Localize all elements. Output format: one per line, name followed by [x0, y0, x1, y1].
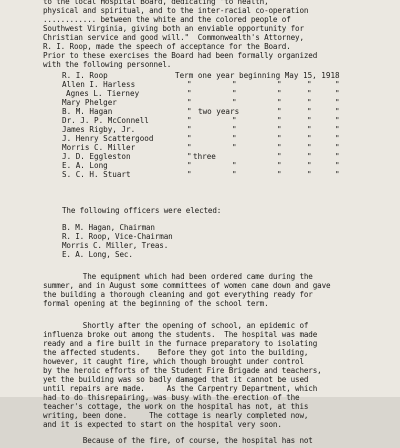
board-member: Allen I. Harless	[62, 80, 136, 89]
ditto-mark: "	[277, 134, 282, 143]
officers-intro: The following officers were elected:	[62, 206, 222, 215]
ditto-mark: "	[307, 152, 312, 161]
board-member: J. D. Eggleston	[62, 152, 131, 161]
ditto-mark: "	[307, 170, 312, 179]
ditto-mark: "	[187, 161, 192, 170]
ditto-mark: "	[335, 116, 340, 125]
paragraph-influenza	[43, 321, 400, 429]
ditto-mark: "	[187, 170, 192, 179]
text-line: teacher's cottage, the work on the hospital has not, at this	[43, 402, 309, 411]
text-line: Christian service and good will." Commonwealth's Attorney,	[43, 33, 304, 42]
intro-paragraph	[43, 0, 400, 69]
ditto-mark: "	[232, 116, 237, 125]
ditto-mark: "	[307, 125, 312, 134]
ditto-mark: "	[335, 161, 340, 170]
ditto-mark: "	[187, 80, 192, 89]
text-line: with the following personnel.	[43, 60, 172, 69]
text-line: by the heroic efforts of the Student Fire Brigade and teachers,	[43, 366, 322, 375]
ditto-mark: "	[307, 89, 312, 98]
text-line: Prior to these exercises the Board had been formally organized	[43, 51, 318, 60]
ditto-mark: "	[277, 161, 282, 170]
text-line: ............ between the white and the colored people of	[43, 15, 291, 24]
text-line: physical and spiritual, and to the inter-racial co-operation	[43, 6, 309, 15]
paragraph-equipment	[43, 272, 400, 308]
text-line: Southwest Virginia, giving both an enviable opportunity for	[43, 24, 304, 33]
text-line: ready and a fire built in the furnace preparatory to isolating	[43, 339, 318, 348]
ditto-mark: "	[187, 152, 192, 161]
text-line: R. I. Roop, made the speech of acceptance for the Board.	[43, 42, 291, 51]
board-member: S. C. H. Stuart	[62, 170, 131, 179]
ditto-mark: "	[307, 161, 312, 170]
ditto-mark: "	[307, 116, 312, 125]
ditto-mark: "	[335, 89, 340, 98]
text-line: had to do thisrepairing, was busy with the erection of the	[43, 393, 300, 402]
board-member: R. I. Roop	[62, 71, 108, 80]
ditto-mark: "	[277, 143, 282, 152]
text-line: formal opening at the beginning of the school term.	[43, 299, 269, 308]
ditto-mark: "	[335, 143, 340, 152]
ditto-mark: "	[232, 98, 237, 107]
board-member: Agnes L. Tierney	[66, 89, 140, 98]
ditto-mark: "	[307, 134, 312, 143]
board-member: Morris C. Miller	[62, 143, 136, 152]
ditto-mark: "	[277, 152, 282, 161]
ditto-mark: "	[307, 98, 312, 107]
board-member: James Rigby, Jr.	[62, 125, 136, 134]
ditto-mark: "	[277, 116, 282, 125]
ditto-mark: "	[232, 170, 237, 179]
ditto-mark: "	[277, 125, 282, 134]
text-line: summer, and in August some committees of women came down and gave	[43, 281, 331, 290]
text-line: Shortly after the opening of school, an epidemic of	[43, 321, 309, 330]
board-member: Mary Phelger	[62, 98, 117, 107]
text-line: the affected students. Before they got into the building,	[43, 348, 309, 357]
ditto-mark: "	[187, 89, 192, 98]
officer-entry: Morris C. Miller, Treas.	[62, 241, 169, 250]
ditto-mark: "	[187, 98, 192, 107]
ditto-mark: "	[187, 125, 192, 134]
ditto-mark: "	[232, 89, 237, 98]
ditto-mark: "	[335, 107, 340, 116]
officer-entry: E. A. Long, Sec.	[62, 250, 133, 259]
ditto-mark: "	[307, 107, 312, 116]
officer-entry: R. I. Roop, Vice-Chairman	[62, 232, 173, 241]
ditto-mark: "	[187, 134, 192, 143]
text-line: The equipment which had been ordered came during the	[43, 272, 313, 281]
text-line: until repairs are made. As the Carpentry Department, which	[43, 384, 318, 393]
text-line: yet the building was so badly damaged that it cannot be used	[43, 375, 309, 384]
text-line: however, it caught fire, which though brought under control	[43, 357, 304, 366]
text-line: to the local Hospital Board, dedicating "to health,	[43, 0, 269, 6]
ditto-mark: "	[307, 80, 312, 89]
ditto-mark: "	[187, 116, 192, 125]
ditto-mark: "	[277, 107, 282, 116]
board-member: Dr. J. P. McConnell	[62, 116, 149, 125]
board-member: B. M. Hagan	[62, 107, 113, 116]
ditto-mark: "	[232, 125, 237, 134]
ditto-mark: "	[187, 143, 192, 152]
ditto-marks	[179, 80, 359, 180]
paragraph-fire	[43, 436, 400, 445]
ditto-mark: "	[335, 98, 340, 107]
term-three: three	[193, 152, 216, 161]
ditto-mark: "	[335, 134, 340, 143]
ditto-mark: "	[232, 80, 237, 89]
text-line: the building a thorough cleaning and got everything ready for	[43, 290, 313, 299]
officer-entry: B. M. Hagan, Chairman	[62, 223, 155, 232]
ditto-mark: "	[187, 107, 192, 116]
text-line: Because of the fire, of course, the hospital has not	[43, 436, 313, 445]
board-personnel-list	[43, 71, 400, 206]
ditto-mark: "	[277, 170, 282, 179]
text-line: writing, been done. The cottage is nearly completed now,	[43, 411, 309, 420]
text-line: influenza broke out among the students. The hospital was made	[43, 330, 318, 339]
text-line: and it is expected to start on the hospital very soon.	[43, 420, 282, 429]
ditto-mark: "	[307, 143, 312, 152]
term-two-years: two years	[198, 107, 240, 116]
ditto-mark: "	[277, 89, 282, 98]
officers-list	[43, 223, 400, 259]
board-member: E. A. Long	[62, 161, 108, 170]
term-label: Term one year beginning May 15, 1918	[175, 71, 340, 80]
ditto-mark: "	[335, 152, 340, 161]
ditto-mark: "	[232, 134, 237, 143]
ditto-mark: "	[277, 98, 282, 107]
ditto-mark: "	[232, 161, 237, 170]
ditto-mark: "	[277, 80, 282, 89]
ditto-mark: "	[335, 125, 340, 134]
ditto-mark: "	[232, 143, 237, 152]
board-member: J. Henry Scattergood	[62, 134, 154, 143]
ditto-mark: "	[335, 170, 340, 179]
ditto-mark: "	[335, 80, 340, 89]
